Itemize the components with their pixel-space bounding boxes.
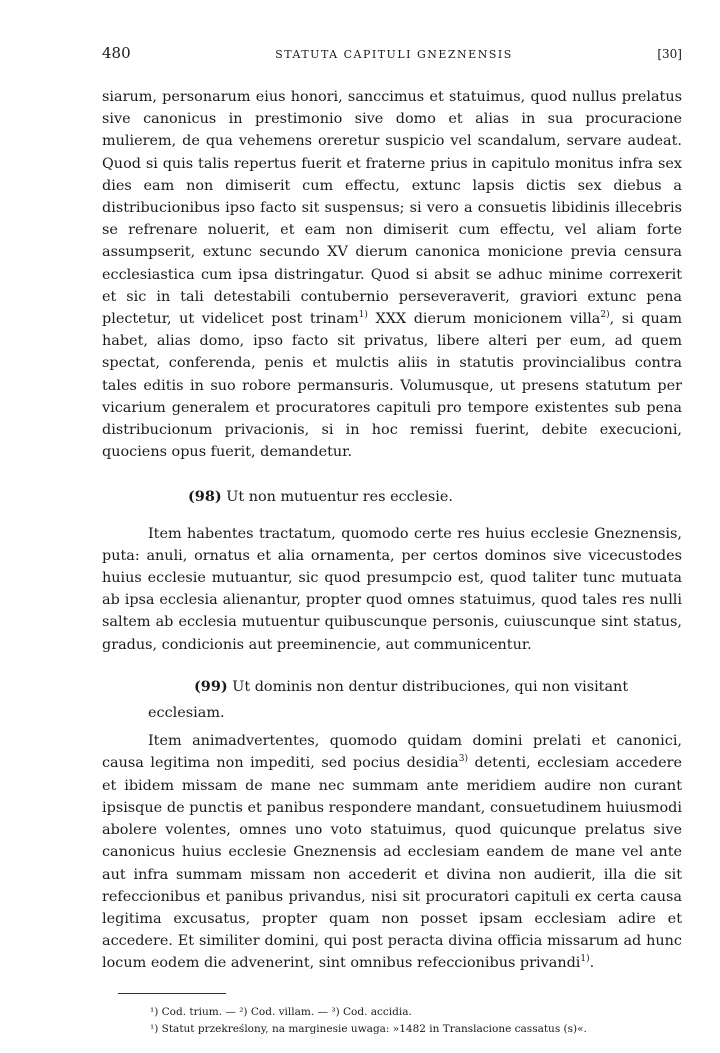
running-head (102, 44, 682, 62)
section-title: Ut non mutuentur res ecclesie. (221, 489, 453, 506)
page-reference: [30] (657, 47, 682, 61)
section-98-text: Item habentes tractatum, quomodo certe res huius ecclesie Gneznensis, puta: anuli, ornatus et alia ornamenta, per certos dominos sive vicecustodes huius ecclesie mutuantur, sic quod presumpcio est, quod taliter tunc mutuata ab ipsa ecclesia alienantur, propter quod omnes statuimus, quod tales res nulli saltem ab ecclesia mutuentur quibuscunque personis, cuiuscunque sint status, gradus, condicionis aut preeminencie, aut communicentur. (102, 525, 682, 653)
running-title: STATUTA CAPITULI GNEZNENSIS (275, 48, 513, 61)
footnotes (150, 1004, 682, 1038)
section-99-heading (102, 676, 682, 698)
section-title: Ut dominis non dentur distribuciones, qui non visitant (227, 678, 629, 695)
section-99-heading-cont: ecclesiam. (148, 705, 225, 722)
intro-text-end: , si quam habet, alias domo, ipso facto sit privatus, libere alteri per eum, ad quem spectat, conferenda, penis et mulctis aliis in statutis provincialibus contra tales editis in suo robore permansuris. Volumusque, ut presens statutum per vicarium generalem et procuratores capituli pro tempore existentes sub pena distribucionum privacionis, si in hoc remissi fuerint, debite execucioni, quociens opus fuerit, demandetur. (102, 311, 682, 461)
section-99-text-end: . (589, 955, 595, 972)
footnote-line: ¹) Statut przekreślony, na marginesie uwaga: »1482 in Translacione cassatus (s)«. (150, 1022, 587, 1035)
footnote-marker: 1) (358, 310, 368, 321)
intro-text-mid: XXX dierum monicionem villa (367, 311, 601, 328)
page-number: 480 (102, 44, 131, 62)
section-99-text (102, 730, 682, 974)
section-99-text-mid: detenti, ecclesiam accedere et ibidem missam de mane nec summam ante meridiem audire non curant ipsisque de punctis et panibus respondere mandant, consuetudinem huiusmodi abolere volentes, omnes uno voto statuimus, quod quicunque prelatus sive canonicus huius ecclesie Gneznensis ad ecclesiam eandem de mane vel ante aut infra summam missam non accederit et divina non audierit, illa die sit refeccionibus et panibus privandus, nisi sit procuratori capituli ex certa causa legitima excusatus, propter quam non posset ipsam ecclesiam adire et accedere. Et similiter domini, qui post peracta divina officia missarum ad hunc locum eodem die advenerint, sint omnibus refeccionibus privandi (102, 755, 682, 972)
section-number: (99) (194, 677, 228, 695)
footnote-line: ¹) Cod. trium. — ²) Cod. villam. — ³) Cod. accidia. (150, 1005, 412, 1018)
footnote-divider (118, 993, 226, 994)
intro-text: siarum, personarum eius honori, sanccimus et statuimus, quod nullus prelatus sive canonicus in prestimonio sive domo et alias in sua procuracione mulierem, de qua vehemens oreretur suspicio vel scandalum, servare audeat. Quod si quis talis repertus fuerit et fraterne prius in capitulo monitus infra sex dies eam non dimiserit cum effectu, extunc lapsis dictis sex diebus a distribucionibus ipso facto sit suspensus; si vero a consuetis libidinis illecebris se refrenare noluerit, et eam non dimiserit cum effectu, vel aliam forte assumpserit, extunc secundo XV dierum canonica monicione previa censura ecclesiastica cum ipsa distringatur. Quod si absit se adhuc minime correxerit et sic in tali detestabili contubernio perseveraverit, graviori extunc pena plectetur, ut videlicet post trinam (102, 89, 682, 328)
section-99-text-start: Item animadvertentes, quomodo quidam domini prelati et canonici, causa legitima non impediti, sed pocius desidia (102, 733, 682, 772)
footnote-marker: 1) (580, 954, 590, 965)
footnote-marker: 2) (600, 310, 610, 321)
section-number: (98) (188, 488, 222, 506)
intro-paragraph (102, 86, 682, 463)
section-98-heading (102, 486, 682, 508)
footnote-marker: 3) (458, 754, 468, 765)
